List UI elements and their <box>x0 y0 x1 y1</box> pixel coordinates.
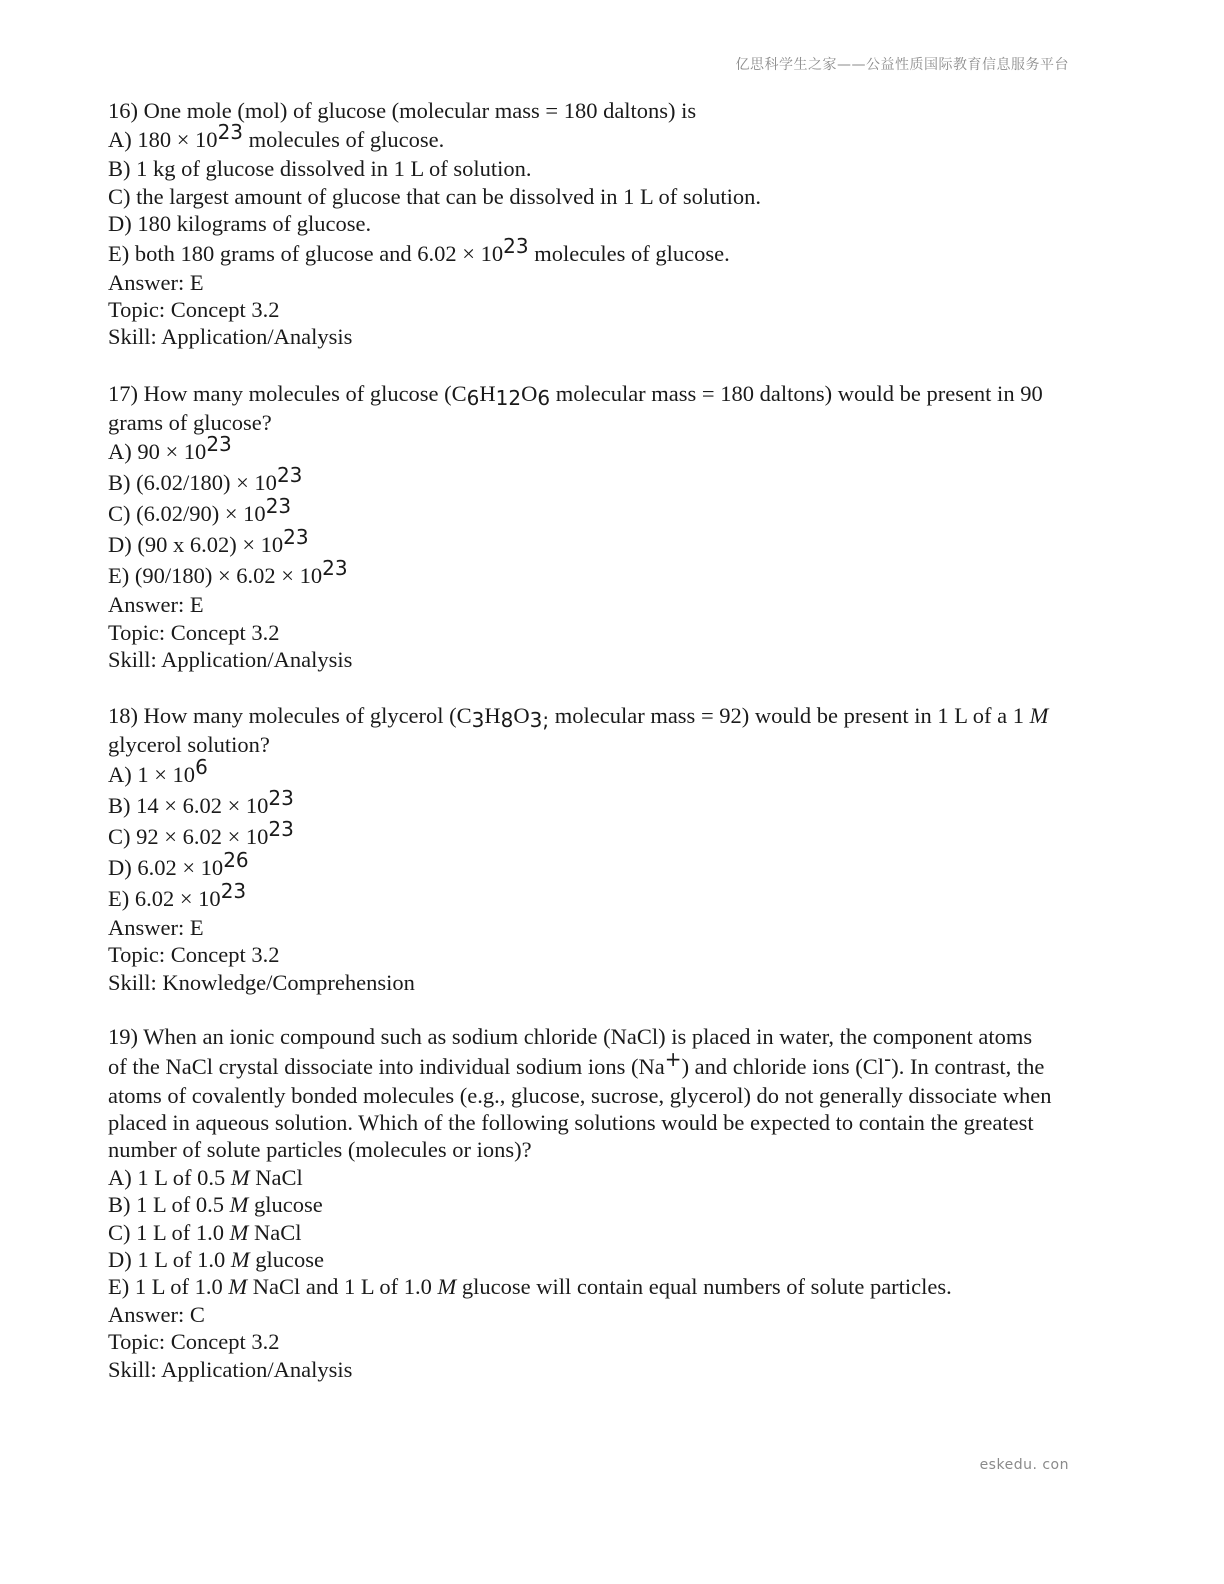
q17-option-c: C) (6.02/90) × 1023 <box>108 494 292 527</box>
question-19-stem-line4: placed in aqueous solution. Which of the following solutions would be expected to contain the greatest <box>108 1109 1034 1135</box>
question-19-stem-line3: atoms of covalently bonded molecules (e.g., glucose, sucrose, glycerol) do not generally dissociate when <box>108 1082 1052 1108</box>
q19-topic: Topic: Concept 3.2 <box>108 1329 280 1355</box>
q18-option-a: A) 1 × 106 <box>108 754 208 787</box>
question-16 <box>108 97 1118 351</box>
q18-topic: Topic: Concept 3.2 <box>108 942 280 968</box>
q17-answer: Answer: E <box>108 592 204 618</box>
q18-answer: Answer: E <box>108 914 204 940</box>
q18-option-d: D) 6.02 × 1026 <box>108 847 249 880</box>
q16-option-c: C) the largest amount of glucose that can be dissolved in 1 L of solution. <box>108 183 762 209</box>
q19-skill: Skill: Application/Analysis <box>108 1356 353 1382</box>
q18-option-e: E) 6.02 × 1023 <box>108 878 247 911</box>
q16-option-b: B) 1 kg of glucose dissolved in 1 L of solution. <box>108 156 532 182</box>
q16-skill: Skill: Application/Analysis <box>108 324 353 350</box>
q16-topic: Topic: Concept 3.2 <box>108 297 280 323</box>
q17-option-d: D) (90 x 6.02) × 1023 <box>108 525 309 558</box>
question-18-stem-line2: glycerol solution? <box>108 732 270 758</box>
q16-option-a: A) 180 × 1023 molecules of glucose. <box>108 120 445 153</box>
q19-answer: Answer: C <box>108 1301 205 1327</box>
q16-option-e: E) both 180 grams of glucose and 6.02 × 1023 molecules of glucose. <box>108 233 730 266</box>
q19-option-e: E) 1 L of 1.0 M NaCl and 1 L of 1.0 M glucose will contain equal numbers of solute particles. <box>108 1274 952 1300</box>
header-watermark: 亿思科学生之家——公益性质国际教育信息服务平台 <box>735 57 1069 73</box>
q16-option-d: D) 180 kilograms of glucose. <box>108 211 372 237</box>
q19-option-a: A) 1 L of 0.5 M NaCl <box>108 1164 303 1190</box>
question-17 <box>108 378 1118 674</box>
question-19 <box>108 1023 1118 1383</box>
question-19-stem-line5: number of solute particles (molecules or ions)? <box>108 1137 532 1163</box>
q18-option-c: C) 92 × 6.02 × 1023 <box>108 816 294 849</box>
q19-option-b: B) 1 L of 0.5 M glucose <box>108 1192 323 1218</box>
question-18-stem: 18) How many molecules of glycerol (C3H8O3; molecular mass = 92) would be present in 1 L of a 1 M <box>108 703 1049 733</box>
question-19-stem-line1: 19) When an ionic compound such as sodium chloride (NaCl) is placed in water, the component atoms <box>108 1024 1033 1050</box>
question-18 <box>108 700 1118 996</box>
q16-answer: Answer: E <box>108 269 204 295</box>
question-19-stem-line2: of the NaCl crystal dissociate into individual sodium ions (Na+) and chloride ions (Cl-). In contrast, the <box>108 1046 1045 1079</box>
q17-topic: Topic: Concept 3.2 <box>108 619 280 645</box>
q19-option-d: D) 1 L of 1.0 M glucose <box>108 1246 325 1272</box>
document-body <box>108 97 1118 1410</box>
question-16-stem: 16) One mole (mol) of glucose (molecular mass = 180 daltons) is <box>108 98 697 123</box>
footer-site-watermark: eskedu. con <box>979 1457 1069 1473</box>
question-17-stem: 17) How many molecules of glucose (C6H12O6 molecular mass = 180 daltons) would be present in 90 <box>108 380 1043 410</box>
q18-option-b: B) 14 × 6.02 × 1023 <box>108 785 294 818</box>
q17-option-a: A) 90 × 1023 <box>108 432 232 465</box>
question-17-stem-line2: grams of glucose? <box>108 409 272 435</box>
q17-option-b: B) (6.02/180) × 1023 <box>108 463 303 496</box>
q19-option-c: C) 1 L of 1.0 M NaCl <box>108 1219 302 1245</box>
q18-skill: Skill: Knowledge/Comprehension <box>108 969 415 995</box>
q17-skill: Skill: Application/Analysis <box>108 647 353 673</box>
q17-option-e: E) (90/180) × 6.02 × 1023 <box>108 556 348 589</box>
